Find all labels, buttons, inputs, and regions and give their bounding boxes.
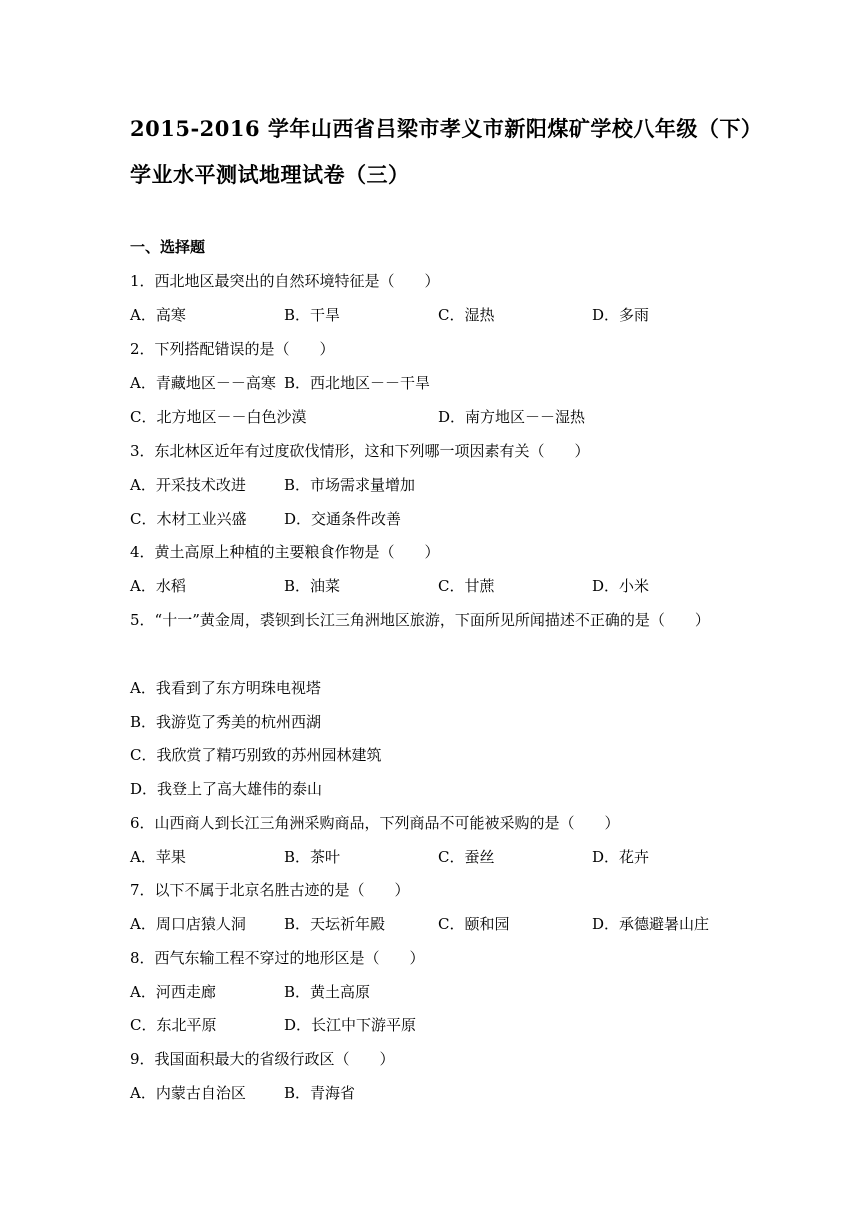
question-3-option-c: C．木材工业兴盛: [130, 510, 247, 528]
question-7-option-c: C．颐和园: [438, 915, 510, 933]
question-2-option-d: D．南方地区－－湿热: [438, 408, 586, 426]
question-6-option-a: A．苹果: [130, 848, 186, 866]
question-8-stem: 8．西气东输工程不穿过的地形区是（ ）: [130, 949, 425, 967]
question-5-stem: 5．“十一”黄金周，裘钡到长江三角洲地区旅游，下面所见所闻描述不正确的是（ ）: [130, 611, 710, 629]
question-9-option-b: B．青海省: [284, 1084, 356, 1102]
question-2-stem: 2．下列搭配错误的是（ ）: [130, 340, 335, 358]
question-4-option-b: B．油菜: [284, 577, 341, 595]
section-heading: 一、选择题: [130, 238, 206, 256]
question-1-option-d: D．多雨: [592, 306, 650, 324]
question-7-option-b: B．天坛祈年殿: [284, 915, 386, 933]
question-3-option-d: D．交通条件改善: [284, 510, 402, 528]
question-7-option-d: D．承德避暑山庄: [592, 915, 710, 933]
question-3-option-a: A．开采技术改进: [130, 476, 246, 494]
question-4-option-c: C．甘蔗: [438, 577, 495, 595]
question-5-option-c: C．我欣赏了精巧别致的苏州园林建筑: [130, 746, 382, 764]
question-9-stem: 9．我国面积最大的省级行政区（ ）: [130, 1050, 395, 1068]
question-5-option-d: D．我登上了高大雄伟的泰山: [130, 780, 323, 798]
question-3-option-b: B．市场需求量增加: [284, 476, 416, 494]
question-7-stem: 7．以下不属于北京名胜古迹的是（ ）: [130, 881, 410, 899]
question-4-stem: 4．黄土高原上种植的主要粮食作物是（ ）: [130, 543, 440, 561]
question-4-option-a: A．水稻: [130, 577, 186, 595]
question-5-option-a: A．我看到了东方明珠电视塔: [130, 679, 321, 697]
question-2-option-b: B．西北地区－－干旱: [284, 374, 431, 392]
question-8-option-b: B．黄土高原: [284, 983, 371, 1001]
question-1-stem: 1．西北地区最突出的自然环境特征是（ ）: [130, 272, 440, 290]
question-1-option-c: C．湿热: [438, 306, 495, 324]
exam-title-line-1: 2015-2016 学年山西省吕梁市孝义市新阳煤矿学校八年级（下）: [130, 116, 763, 141]
question-2-option-c: C．北方地区－－白色沙漠: [130, 408, 307, 426]
exam-title-line-2: 学业水平测试地理试卷（三）: [130, 162, 410, 187]
question-5-option-b: B．我游览了秀美的杭州西湖: [130, 713, 322, 731]
question-1-option-b: B．干旱: [284, 306, 341, 324]
question-6-option-c: C．蚕丝: [438, 848, 495, 866]
question-4-option-d: D．小米: [592, 577, 650, 595]
question-9-option-a: A．内蒙古自治区: [130, 1084, 246, 1102]
question-2-option-a: A．青藏地区－－高寒: [130, 374, 276, 392]
question-6-option-d: D．花卉: [592, 848, 650, 866]
question-1-option-a: A．高寒: [130, 306, 186, 324]
question-8-option-c: C．东北平原: [130, 1016, 217, 1034]
question-8-option-a: A．河西走廊: [130, 983, 216, 1001]
question-7-option-a: A．周口店猿人洞: [130, 915, 246, 933]
question-6-stem: 6．山西商人到长江三角洲采购商品，下列商品不可能被采购的是（ ）: [130, 814, 620, 832]
question-3-stem: 3．东北林区近年有过度砍伐情形，这和下列哪一项因素有关（ ）: [130, 442, 590, 460]
question-8-option-d: D．长江中下游平原: [284, 1016, 417, 1034]
question-6-option-b: B．茶叶: [284, 848, 341, 866]
